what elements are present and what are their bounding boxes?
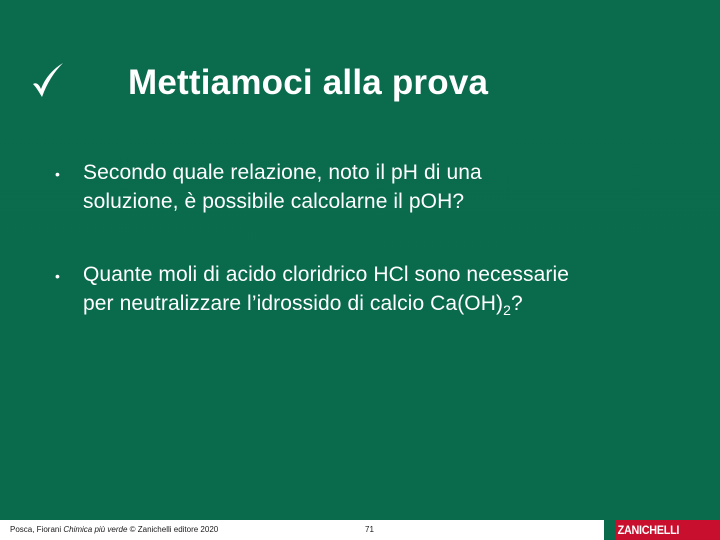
footer-book-title: Chimica più verde <box>63 525 128 534</box>
bullet-text <box>83 260 683 318</box>
bullet-marker: • <box>55 166 60 182</box>
bullet-line <box>83 289 683 318</box>
footer-publisher: © Zanichelli editore 2020 <box>127 525 219 534</box>
zanichelli-logo <box>616 520 720 540</box>
checkmark-icon <box>30 60 66 100</box>
footer <box>0 520 720 540</box>
footer-credit <box>10 524 218 536</box>
bullet-line: Secondo quale relazione, noto il pH di una <box>83 161 482 184</box>
bullet-text <box>83 158 683 216</box>
footer-bar <box>0 520 604 540</box>
footer-authors: Posca, Fiorani <box>10 525 64 534</box>
subscript-2: 2 <box>503 302 511 318</box>
bullet-marker: • <box>55 268 60 284</box>
question-mark: ? <box>510 292 523 315</box>
bullet-line-text: per neutralizzare l’idrossido di calcio Ca(OH) <box>83 292 504 315</box>
bullet-line: Quante moli di acido cloridrico HCl sono necessarie <box>83 263 569 286</box>
page-number: 71 <box>365 525 374 534</box>
logo-text: ZANICHELLI <box>617 523 680 537</box>
slide-title: Mettiamoci alla prova <box>128 63 489 102</box>
bullet-line: soluzione, è possibile calcolarne il pOH? <box>83 190 465 213</box>
